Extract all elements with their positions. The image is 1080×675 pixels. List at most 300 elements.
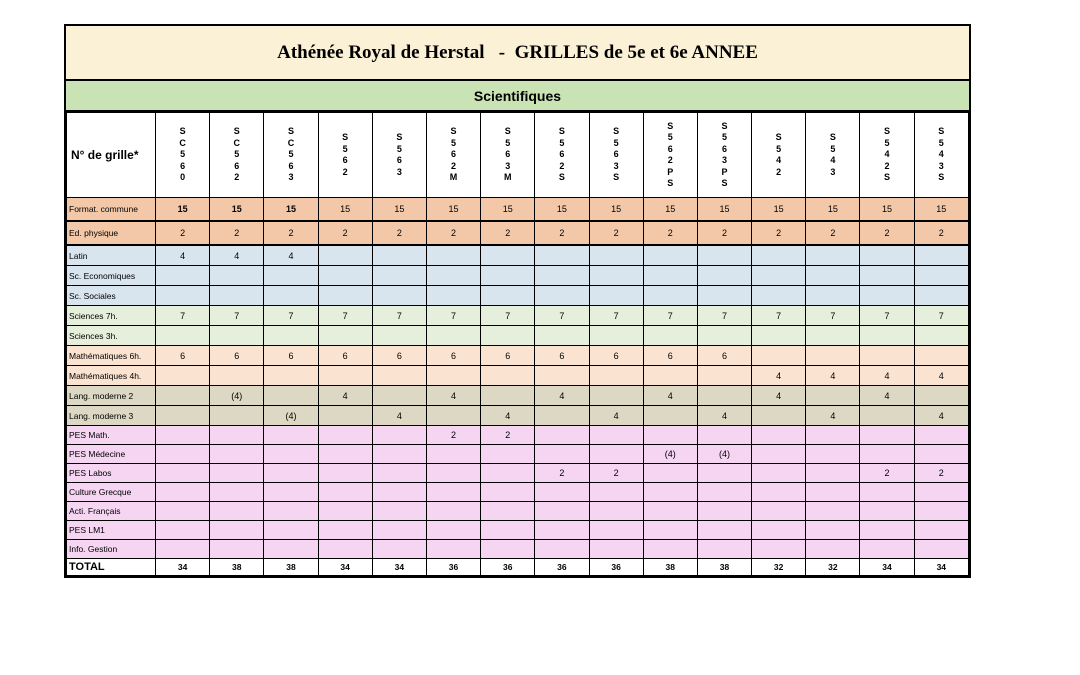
grid-cell	[697, 245, 751, 266]
grid-cell	[643, 502, 697, 521]
grid-cell: 15	[589, 198, 643, 222]
row-label: Lang. moderne 3	[67, 406, 156, 426]
section-title: Scientifiques	[66, 81, 969, 112]
grid-cell	[914, 245, 968, 266]
grid-cell	[156, 445, 210, 464]
grid-cell: 4	[535, 386, 589, 406]
grid-cell	[210, 540, 264, 559]
grid-cell	[914, 502, 968, 521]
grid-cell: 4	[697, 406, 751, 426]
grid-cell: (4)	[697, 445, 751, 464]
grid-cell: 15	[643, 198, 697, 222]
grid-cell	[210, 445, 264, 464]
grid-cell	[752, 540, 806, 559]
grid-cell	[806, 445, 860, 464]
grid-row	[67, 326, 969, 346]
grid-cell: 4	[426, 386, 480, 406]
grid-cell: 15	[264, 198, 318, 222]
grid-cell	[697, 266, 751, 286]
grid-cell: 6	[210, 346, 264, 366]
grid-cell: 7	[860, 306, 914, 326]
grid-cell	[156, 366, 210, 386]
grid-cell	[589, 286, 643, 306]
grid-cell: 2	[860, 464, 914, 483]
grid-cell	[481, 483, 535, 502]
grid-cell	[372, 445, 426, 464]
grid-row	[67, 286, 969, 306]
grid-row	[67, 483, 969, 502]
grid-cell: 2	[481, 426, 535, 445]
grid-cell	[535, 266, 589, 286]
grid-cell	[589, 502, 643, 521]
row-label: PES Labos	[67, 464, 156, 483]
grid-code-header: S 5 6 3 P S	[697, 113, 751, 198]
grid-row	[67, 426, 969, 445]
grid-cell	[697, 326, 751, 346]
grid-cell	[697, 521, 751, 540]
grid-cell: 2	[210, 221, 264, 245]
grid-cell	[426, 445, 480, 464]
grid-cell	[914, 483, 968, 502]
grid-cell	[643, 483, 697, 502]
grid-cell	[210, 406, 264, 426]
grid-row	[67, 245, 969, 266]
grid-cell	[156, 426, 210, 445]
grid-cell	[697, 386, 751, 406]
row-label: Ed. physique	[67, 221, 156, 245]
grid-cell: 15	[156, 198, 210, 222]
grid-row	[67, 406, 969, 426]
grid-cell	[318, 502, 372, 521]
grid-cell	[589, 245, 643, 266]
grid-cell	[589, 386, 643, 406]
grid-cell	[860, 521, 914, 540]
grid-cell: 2	[806, 221, 860, 245]
grid-cell	[481, 366, 535, 386]
grid-cell	[535, 483, 589, 502]
grid-cell	[264, 326, 318, 346]
grid-cell	[318, 464, 372, 483]
grid-cell: 4	[860, 386, 914, 406]
grid-cell	[914, 326, 968, 346]
row-label: Sc. Sociales	[67, 286, 156, 306]
total-cell: 38	[643, 559, 697, 576]
grid-cell	[426, 286, 480, 306]
grid-cell: 4	[806, 366, 860, 386]
grid-cell: 2	[481, 221, 535, 245]
grid-cell: 15	[752, 198, 806, 222]
grid-cell: 2	[860, 221, 914, 245]
grid-cell	[156, 540, 210, 559]
grid-code-header: S 5 6 3	[372, 113, 426, 198]
grid-cell: 15	[806, 198, 860, 222]
grid-cell	[697, 366, 751, 386]
grid-cell	[481, 540, 535, 559]
grid-cell	[752, 286, 806, 306]
grid-cell: 7	[643, 306, 697, 326]
grid-cell	[697, 426, 751, 445]
grid-cell	[535, 426, 589, 445]
grid-cell	[860, 502, 914, 521]
grid-cell: 7	[210, 306, 264, 326]
grid-cell	[697, 286, 751, 306]
total-cell: 36	[535, 559, 589, 576]
grid-cell: (4)	[264, 406, 318, 426]
grid-cell	[806, 502, 860, 521]
grid-cell	[752, 483, 806, 502]
grid-cell	[535, 502, 589, 521]
grid-row	[67, 464, 969, 483]
grid-cell	[264, 540, 318, 559]
grid-row	[67, 306, 969, 326]
grid-cell	[535, 366, 589, 386]
grid-cell	[481, 326, 535, 346]
grid-cell: 2	[372, 221, 426, 245]
grid-cell	[426, 326, 480, 346]
grid-sheet	[64, 24, 971, 578]
grid-cell: 2	[914, 464, 968, 483]
row-label: Sciences 3h.	[67, 326, 156, 346]
grid-cell	[914, 386, 968, 406]
grid-cell	[535, 326, 589, 346]
grid-cell: (4)	[643, 445, 697, 464]
row-label: Sciences 7h.	[67, 306, 156, 326]
grid-cell	[318, 366, 372, 386]
grid-cell	[481, 502, 535, 521]
grid-cell: (4)	[210, 386, 264, 406]
grid-cell	[589, 483, 643, 502]
grid-cell: 15	[318, 198, 372, 222]
grid-code-header: S 5 4 3 S	[914, 113, 968, 198]
grid-cell	[264, 483, 318, 502]
grid-code-header: S 5 6 2	[318, 113, 372, 198]
grid-row	[67, 366, 969, 386]
grid-cell: 2	[156, 221, 210, 245]
grid-cell: 2	[643, 221, 697, 245]
row-label: Mathématiques 6h.	[67, 346, 156, 366]
grid-cell	[426, 521, 480, 540]
grid-cell	[372, 286, 426, 306]
total-cell: 34	[156, 559, 210, 576]
grid-cell	[156, 521, 210, 540]
grid-cell	[264, 502, 318, 521]
grid-code-header: S 5 6 2 P S	[643, 113, 697, 198]
grid-cell	[643, 366, 697, 386]
row-label: Mathématiques 4h.	[67, 366, 156, 386]
grid-cell	[860, 445, 914, 464]
grid-cell: 2	[535, 221, 589, 245]
grid-cell	[860, 286, 914, 306]
grid-cell	[481, 286, 535, 306]
grid-code-header: S C 5 6 0	[156, 113, 210, 198]
grid-row	[67, 521, 969, 540]
grid-cell	[426, 366, 480, 386]
grid-cell	[697, 464, 751, 483]
grid-cell	[806, 464, 860, 483]
grid-cell	[264, 464, 318, 483]
grid-cell: 7	[535, 306, 589, 326]
row-label: Info. Gestion	[67, 540, 156, 559]
grid-cell: 4	[318, 386, 372, 406]
grid-cell	[643, 406, 697, 426]
grid-code-header: S 5 6 3 S	[589, 113, 643, 198]
total-cell: 38	[697, 559, 751, 576]
grid-cell	[372, 521, 426, 540]
grid-cell	[372, 386, 426, 406]
grid-cell	[264, 445, 318, 464]
grid-cell: 7	[697, 306, 751, 326]
grid-cell	[156, 464, 210, 483]
grid-cell: 6	[318, 346, 372, 366]
grid-cell: 6	[372, 346, 426, 366]
grid-cell	[697, 540, 751, 559]
grid-cell	[752, 464, 806, 483]
grid-cell	[318, 326, 372, 346]
grid-cell	[481, 386, 535, 406]
grid-cell	[318, 426, 372, 445]
total-cell: 36	[589, 559, 643, 576]
grid-cell	[156, 266, 210, 286]
grid-cell	[264, 366, 318, 386]
row-label: PES LM1	[67, 521, 156, 540]
grid-cell	[860, 540, 914, 559]
grid-cell	[752, 266, 806, 286]
grid-cell	[860, 245, 914, 266]
grid-cell	[264, 286, 318, 306]
grid-cell	[372, 464, 426, 483]
grid-cell: 2	[318, 221, 372, 245]
grid-code-header: S 5 6 2 M	[426, 113, 480, 198]
grid-cell: 4	[481, 406, 535, 426]
grid-cell: 6	[643, 346, 697, 366]
total-cell: 34	[372, 559, 426, 576]
grid-cell	[860, 266, 914, 286]
grid-cell	[643, 464, 697, 483]
grid-cell	[372, 483, 426, 502]
grid-cell	[752, 406, 806, 426]
grid-cell	[589, 326, 643, 346]
grid-cell	[372, 366, 426, 386]
grid-cell	[210, 266, 264, 286]
grid-cell	[806, 245, 860, 266]
grid-cell	[210, 483, 264, 502]
grid-cell	[914, 346, 968, 366]
grid-code-header: S C 5 6 3	[264, 113, 318, 198]
grid-cell: 15	[914, 198, 968, 222]
grid-cell	[372, 245, 426, 266]
grid-cell: 7	[156, 306, 210, 326]
grid-cell	[860, 326, 914, 346]
grid-cell: 15	[860, 198, 914, 222]
grid-cell	[643, 326, 697, 346]
grid-cell	[210, 502, 264, 521]
grid-cell: 4	[752, 366, 806, 386]
grid-cell	[318, 521, 372, 540]
grid-cell: 2	[264, 221, 318, 245]
grid-cell	[481, 521, 535, 540]
grid-cell: 7	[752, 306, 806, 326]
grid-cell	[318, 406, 372, 426]
grid-cell: 6	[426, 346, 480, 366]
grid-cell	[752, 346, 806, 366]
grid-cell	[210, 286, 264, 306]
corner-label: N° de grille*	[67, 113, 156, 198]
grid-cell	[481, 445, 535, 464]
grid-cell	[210, 464, 264, 483]
grid-cell	[156, 286, 210, 306]
grid-cell: 7	[589, 306, 643, 326]
page-title: Athénée Royal de Herstal - GRILLES de 5e et 6e ANNEE	[66, 26, 969, 81]
row-label: Culture Grecque	[67, 483, 156, 502]
schedule-grid-table	[66, 112, 969, 576]
grid-cell: 2	[752, 221, 806, 245]
grid-cell	[752, 521, 806, 540]
row-label: Latin	[67, 245, 156, 266]
grid-cell	[806, 483, 860, 502]
grid-cell	[210, 521, 264, 540]
grid-cell	[426, 266, 480, 286]
grid-cell	[643, 426, 697, 445]
grid-cell	[156, 386, 210, 406]
total-cell: 38	[210, 559, 264, 576]
grid-cell	[697, 483, 751, 502]
grid-cell: 2	[589, 464, 643, 483]
grid-cell	[318, 266, 372, 286]
grid-cell	[426, 464, 480, 483]
total-label: TOTAL	[67, 559, 156, 576]
grid-cell	[372, 326, 426, 346]
grid-cell: 2	[426, 426, 480, 445]
grid-cell: 7	[264, 306, 318, 326]
grid-cell	[697, 502, 751, 521]
total-cell: 34	[860, 559, 914, 576]
grid-cell	[589, 521, 643, 540]
grid-cell	[860, 426, 914, 445]
grid-cell: 4	[860, 366, 914, 386]
grid-cell	[806, 346, 860, 366]
grid-cell	[264, 386, 318, 406]
grid-cell	[589, 266, 643, 286]
grid-cell: 15	[535, 198, 589, 222]
grid-cell: 15	[426, 198, 480, 222]
grid-cell	[426, 406, 480, 426]
grid-cell	[806, 386, 860, 406]
grid-row	[67, 346, 969, 366]
grid-cell: 7	[318, 306, 372, 326]
grid-cell: 6	[697, 346, 751, 366]
grid-cell	[806, 521, 860, 540]
grid-cell	[752, 326, 806, 346]
grid-cell: 4	[264, 245, 318, 266]
grid-cell	[589, 366, 643, 386]
grid-cell: 15	[697, 198, 751, 222]
grid-cell	[535, 521, 589, 540]
grid-cell	[643, 286, 697, 306]
grid-cell: 2	[535, 464, 589, 483]
grid-cell	[481, 464, 535, 483]
grid-cell	[318, 286, 372, 306]
grid-cell	[156, 406, 210, 426]
grid-cell	[481, 266, 535, 286]
grid-cell	[643, 540, 697, 559]
grid-cell	[156, 502, 210, 521]
total-cell: 38	[264, 559, 318, 576]
total-row	[67, 559, 969, 576]
grid-cell: 4	[643, 386, 697, 406]
grid-cell	[535, 445, 589, 464]
grid-cell	[372, 502, 426, 521]
grid-cell	[806, 540, 860, 559]
grid-cell	[318, 483, 372, 502]
total-cell: 36	[426, 559, 480, 576]
grid-cell: 4	[806, 406, 860, 426]
grid-code-header: S 5 6 2 S	[535, 113, 589, 198]
grid-cell	[318, 445, 372, 464]
grid-cell: 6	[156, 346, 210, 366]
grid-cell	[806, 426, 860, 445]
grid-cell	[806, 326, 860, 346]
grid-cell	[806, 266, 860, 286]
grid-cell	[914, 286, 968, 306]
row-label: Acti. Français	[67, 502, 156, 521]
grid-cell: 15	[372, 198, 426, 222]
grid-cell: 15	[481, 198, 535, 222]
grid-cell	[914, 266, 968, 286]
grid-cell: 4	[914, 406, 968, 426]
grid-cell	[589, 540, 643, 559]
grid-cell: 4	[589, 406, 643, 426]
grid-cell	[643, 521, 697, 540]
header-row	[67, 113, 969, 198]
grid-cell: 2	[426, 221, 480, 245]
grid-cell	[535, 245, 589, 266]
grid-row	[67, 445, 969, 464]
total-cell: 32	[806, 559, 860, 576]
grid-row	[67, 540, 969, 559]
grid-cell	[914, 445, 968, 464]
grid-cell	[752, 426, 806, 445]
grid-cell: 4	[752, 386, 806, 406]
grid-code-header: S 5 6 3 M	[481, 113, 535, 198]
row-label: Format. commune	[67, 198, 156, 222]
grid-row	[67, 221, 969, 245]
total-cell: 34	[318, 559, 372, 576]
grid-cell: 2	[589, 221, 643, 245]
grid-cell	[914, 521, 968, 540]
grid-cell	[426, 483, 480, 502]
grid-cell	[264, 521, 318, 540]
grid-cell	[860, 483, 914, 502]
grid-cell	[210, 366, 264, 386]
grid-cell: 6	[481, 346, 535, 366]
grid-cell: 2	[914, 221, 968, 245]
grid-cell	[860, 346, 914, 366]
grid-cell	[481, 245, 535, 266]
grid-cell	[156, 326, 210, 346]
grid-cell	[156, 483, 210, 502]
grid-code-header: S 5 4 2 S	[860, 113, 914, 198]
grid-cell: 7	[481, 306, 535, 326]
row-label: PES Médecine	[67, 445, 156, 464]
grid-cell	[372, 426, 426, 445]
grid-cell: 6	[589, 346, 643, 366]
grid-cell: 4	[210, 245, 264, 266]
grid-cell	[264, 426, 318, 445]
grid-cell	[752, 502, 806, 521]
grid-cell: 6	[535, 346, 589, 366]
grid-cell	[426, 502, 480, 521]
grid-cell	[589, 426, 643, 445]
